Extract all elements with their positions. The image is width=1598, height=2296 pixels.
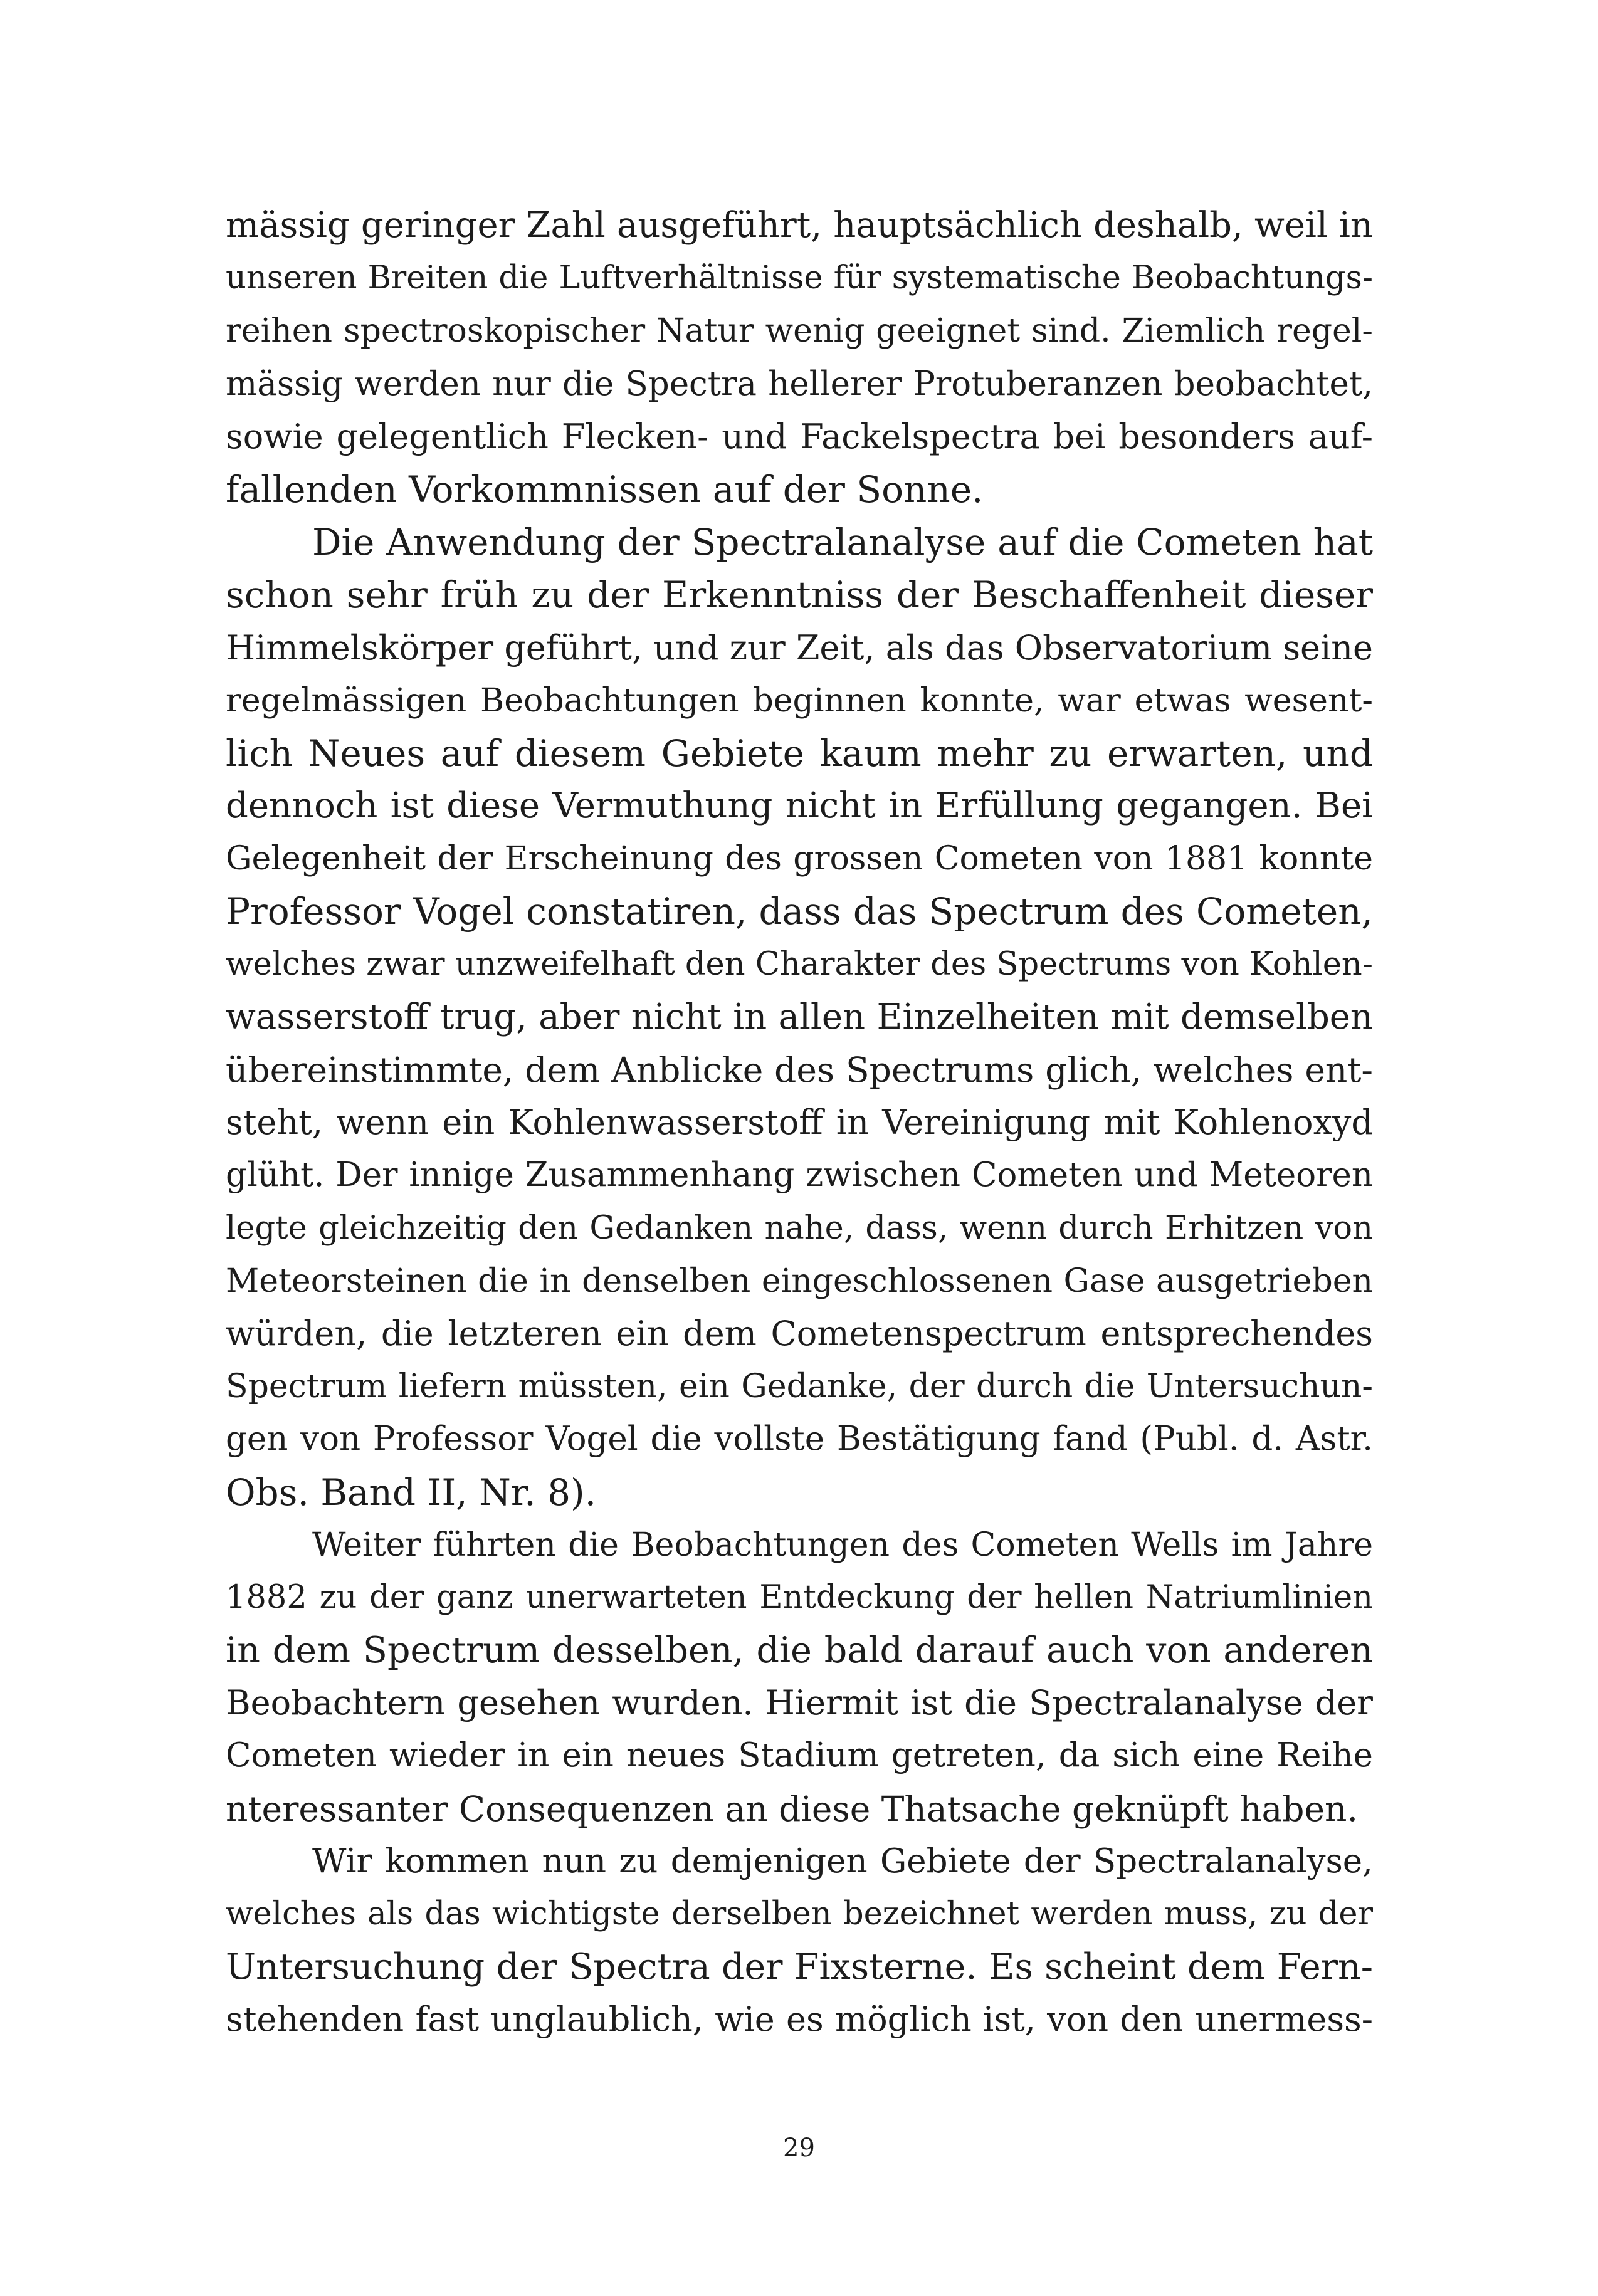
text-line: Beobachtern gesehen wurden. Hiermit ist die Spectralanalyse der	[226, 1683, 1373, 1723]
text-line: glüht. Der innige Zusammenhang zwischen Cometen und Meteoren	[226, 1156, 1373, 1195]
text-line: Obs. Band II, Nr. 8).	[226, 1470, 597, 1514]
body-text	[226, 199, 1373, 2047]
text-line: Professor Vogel constatiren, dass das Spectrum des Cometen,	[226, 890, 1373, 933]
text-line: Die Anwendung der Spectralanalyse auf die Cometen hat	[312, 521, 1373, 564]
text-line: 1882 zu der ganz unerwarteten Entdeckung der hellen Natriumlinien	[226, 1578, 1373, 1616]
text-line: nteressanter Consequenzen an diese Thatsache geknüpft haben.	[226, 1788, 1358, 1829]
text-line: fallenden Vorkommnissen auf der Sonne.	[226, 468, 984, 511]
text-line: Meteorsteinen die in denselben eingeschlossenen Gase ausgetrieben	[226, 1262, 1373, 1300]
text-line: legte gleichzeitig den Gedanken nahe, dass, wenn durch Erhitzen von	[226, 1209, 1373, 1247]
text-line: mässig werden nur die Spectra hellerer Protuberanzen beobachtet,	[226, 364, 1373, 403]
text-line: Himmelskörper geführt, und zur Zeit, als das Observatorium seine	[226, 627, 1373, 668]
text-line: welches zwar unzweifelhaft den Charakter des Spectrums von Kohlen-	[226, 945, 1373, 983]
text-line: schon sehr früh zu der Erkenntniss der Beschaffenheit dieser	[226, 574, 1373, 617]
text-line: steht, wenn ein Kohlenwasserstoff in Vereinigung mit Kohlenoxyd	[226, 1103, 1373, 1143]
text-line: würden, die letzteren ein dem Cometenspectrum entsprechendes	[226, 1313, 1373, 1353]
text-line: mässig geringer Zahl ausgeführt, hauptsächlich deshalb, weil in	[226, 205, 1373, 246]
text-line: Wir kommen nun zu demjenigen Gebiete der Spectralanalyse,	[312, 1842, 1373, 1880]
text-line: Spectrum liefern müssten, ein Gedanke, der durch die Untersuchun-	[226, 1368, 1373, 1406]
text-line: dennoch ist diese Vermuthung nicht in Erfüllung gegangen. Bei	[226, 785, 1373, 827]
page-number: 29	[783, 2134, 815, 2162]
text-line: Untersuchung der Spectra der Fixsterne. Es scheint dem Fern-	[226, 1946, 1373, 1988]
text-line: sowie gelegentlich Flecken- und Fackelspectra bei besonders auf-	[226, 416, 1373, 456]
text-line: Gelegenheit der Erscheinung des grossen Cometen von 1881 konnte	[226, 840, 1373, 878]
text-line: regelmässigen Beobachtungen beginnen konnte, war etwas wesent-	[226, 681, 1373, 720]
text-line: gen von Professor Vogel die vollste Bestätigung fand (Publ. d. Astr.	[226, 1420, 1373, 1459]
text-line: in dem Spectrum desselben, die bald darauf auch von anderen	[226, 1630, 1373, 1672]
text-line: welches als das wichtigste derselben bezeichnet werden muss, zu der	[226, 1895, 1373, 1932]
text-line: lich Neues auf diesem Gebiete kaum mehr zu erwarten, und	[226, 731, 1373, 775]
text-line: unseren Breiten die Luftverhältnisse für systematische Beobachtungs-	[226, 259, 1373, 297]
text-line: stehenden fast unglaublich, wie es möglich ist, von den unermess-	[226, 2000, 1373, 2040]
text-line: Cometen wieder in ein neues Stadium getreten, da sich eine Reihe	[226, 1736, 1373, 1775]
text-line: reihen spectroskopischer Natur wenig geeignet sind. Ziemlich regel-	[226, 312, 1373, 350]
text-line: übereinstimmte, dem Anblicke des Spectrums glich, welches ent-	[226, 1050, 1373, 1090]
text-line: Weiter führten die Beobachtungen des Cometen Wells im Jahre	[312, 1526, 1373, 1564]
text-line: wasserstoff trug, aber nicht in allen Einzelheiten mit demselben	[226, 996, 1373, 1037]
